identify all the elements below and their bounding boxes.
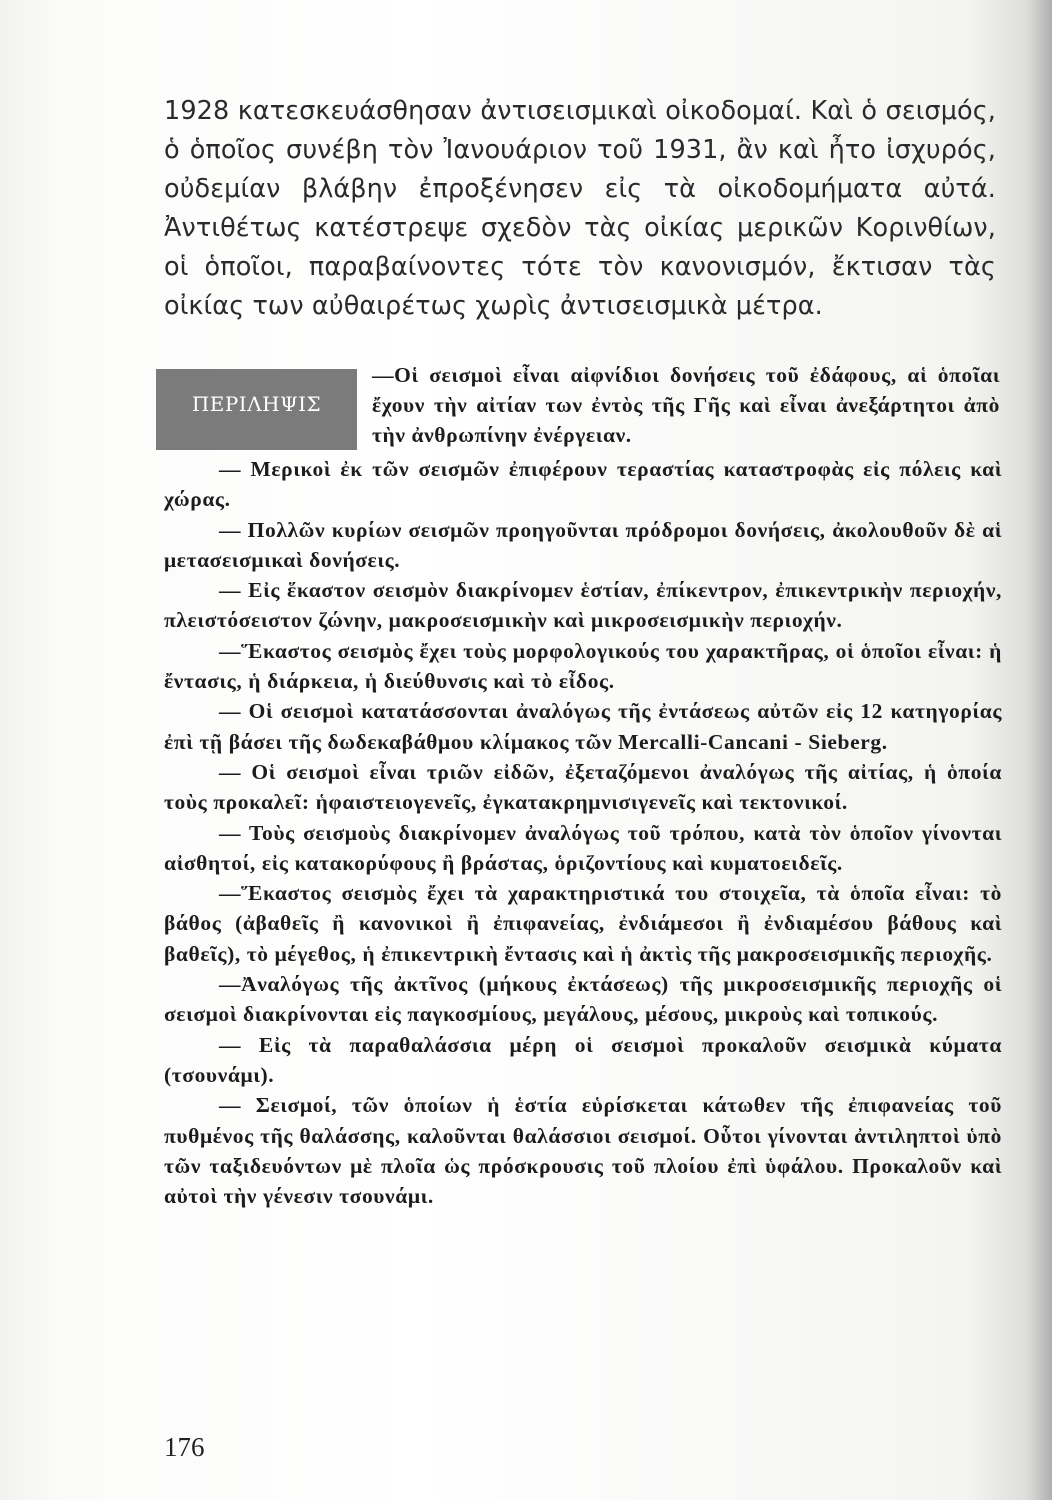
summary-item: — Μερικοὶ ἐκ τῶν σεισμῶν ἐπιφέρουν τεραστίας καταστροφὰς εἰς πόλεις καὶ χώρας. <box>164 457 1002 512</box>
summary-item: — Εἰς τὰ παραθαλάσσια μέρη οἱ σεισμοὶ προκαλοῦν σεισμικὰ κύματα (τσουνάμι). <box>164 1032 1002 1087</box>
binding-shadow <box>1024 0 1052 1500</box>
summary-label: ΠΕΡΙΛΗΨΙΣ <box>191 391 322 416</box>
summary-item: — Οἱ σεισμοὶ εἶναι τριῶν εἰδῶν, ἐξεταζόμενοι ἀναλόγως τῆς αἰτίας, ἡ ὁποία τοὺς προκαλεῖ: ἡφαιστειογενεῖς, ἐγκατακρημνισιγενεῖς καὶ τεκτονικοί. <box>164 759 1002 815</box>
summary-item: —Ἕκαστος σεισμὸς ἔχει τοὺς μορφολογικούς του χαρακτῆρας, οἱ ὁποῖοι εἶναι: ἡ ἔντασις, ἡ διάρκεια, ἡ διεύθυνσις καὶ τὸ εἶδος. <box>164 638 1002 694</box>
intro-paragraph: 1928 κατεσκευάσθησαν ἀντισεισμικαὶ οἰκοδομαί. Καὶ ὁ σεισμός, ὁ ὁποῖος συνέβη τὸν Ἰανουάριον τοῦ 1931, ἂν καὶ ἦτο ἰσχυρός, οὐδεμίαν βλάβην ἐπροξένησεν εἰς τὰ οἰκοδομήματα αὐτά. Ἀντιθέτως κατέστρεψε σχεδὸν τὰς οἰκίας μερικῶν Κορινθίων, οἱ ὁποῖοι, παραβαίνοντες τότε τὸν κανονισμόν, ἔκτισαν τὰς οἰκίας των αὐθαιρέτως χωρὶς ἀντισεισμικὰ μέτρα. <box>164 96 996 321</box>
summary-label-box <box>156 369 357 450</box>
summary-item: — Τοὺς σεισμοὺς διακρίνομεν ἀναλόγως τοῦ τρόπου, κατὰ τὸν ὁποῖον γίνονται αἰσθητοί, εἰς κατακορύφους ἢ βράστας, ὁριζοντίους καὶ κυματοειδεῖς. <box>164 820 1002 875</box>
summary-list <box>164 454 1002 1211</box>
summary-item: — Σεισμοί, τῶν ὁποίων ἡ ἑστία εὑρίσκεται κάτωθεν τῆς ἐπιφανείας τοῦ πυθμένος τῆς θαλάσσης, καλοῦνται θαλάσσιοι σεισμοί. Οὗτοι γίνονται ἀντιληπτοὶ ὑπὸ τῶν ταξιδευόντων μὲ πλοῖα ὡς πρόσκρουσις τοῦ πλοίου ἐπὶ ὑφάλου. Προκαλοῦν καὶ αὐτοὶ τὴν γένεσιν τσουνάμι. <box>164 1093 1002 1209</box>
page-number: 176 <box>164 1432 205 1462</box>
summary-item: —Οἱ σεισμοὶ εἶναι αἰφνίδιοι δονήσεις τοῦ ἐδάφους, αἱ ὁποῖαι ἔχουν τὴν αἰτίαν των ἐντὸς τῆς Γῆς καὶ εἶναι ἀνεξάρτητοι ἀπὸ τὴν ἀνθρωπίνην ἐνέργειαν. <box>372 363 1000 447</box>
summary-item: — Εἰς ἕκαστον σεισμὸν διακρίνομεν ἑστίαν, ἐπίκεντρον, ἐπικεντρικὴν περιοχήν, πλειστόσειστον ζώνην, μακροσεισμικὴν καὶ μικροσεισμικὴν περιοχήν. <box>164 578 1002 633</box>
summary-item: — Πολλῶν κυρίων σεισμῶν προηγοῦνται πρόδρομοι δονήσεις, ἀκολουθοῦν δὲ αἱ μετασεισμικαὶ δονήσεις. <box>164 517 1002 572</box>
summary-item: — Οἱ σεισμοὶ κατατάσσονται ἀναλόγως τῆς ἐντάσεως αὐτῶν εἰς 12 κατηγορίας ἐπὶ τῇ βάσει τῆς δωδεκαβάθμου κλίμακος τῶν Mercalli-Cancani - Sieberg. <box>164 699 1002 754</box>
summary-item: —Ἀναλόγως τῆς ἀκτῖνος (μήκους ἐκτάσεως) τῆς μικροσεισμικῆς περιοχῆς οἱ σεισμοὶ διακρίνονται εἰς παγκοσμίους, μεγάλους, μέσους, μικροὺς καὶ τοπικούς. <box>164 972 1002 1027</box>
summary-item: —Ἕκαστος σεισμὸς ἔχει τὰ χαρακτηριστικά του στοιχεῖα, τὰ ὁποῖα εἶναι: τὸ βάθος (ἀβαθεῖς ἢ κανονικοὶ ἢ ἐπιφανείας, ἐνδιάμεσοι ἢ ἐνδιαμέσου βάθους καὶ βαθεῖς), τὸ μέγεθος, ἡ ἐπικεντρικὴ ἔντασις καὶ ἡ ἀκτὶς τῆς μακροσεισμικῆς περιοχῆς. <box>164 881 1002 966</box>
